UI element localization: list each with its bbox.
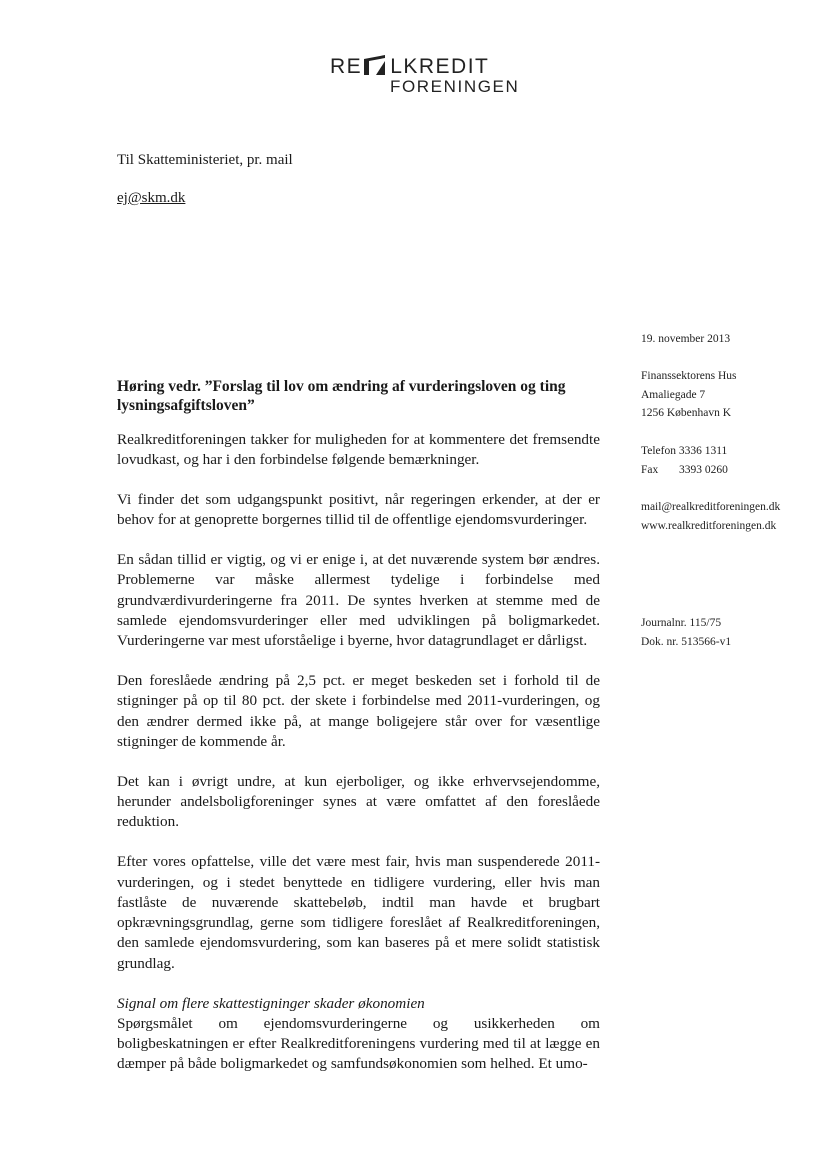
recipient-line: Til Skatteministeriet, pr. mail: [117, 152, 293, 168]
body-paragraph: Den foreslåede ændring på 2,5 pct. er meget beskeden set i forhold til de stigninger på op til 80 pct. der skete i forbindelse med 2011-vurderingen, og den ændrer dermed ikke på, at mange boligejere står over for væsentlige stigninger de kommende år.: [117, 672, 600, 751]
fax-line: Fax 3393 0260: [641, 463, 728, 476]
body-paragraph: Vi finder det som udgangspunkt positivt, når regeringen erkender, at der er behov for at genoprette borgernes tillid til de offentlige ejendomsvurderinger.: [117, 491, 600, 529]
body-paragraph: Det kan i øvrigt undre, at kun ejerboliger, og ikke erhvervsejendomme, herunder andelsboligforeninger synes at være omfattet af den foreslåede reduktion.: [117, 772, 600, 831]
address-line: Amaliegade 7: [641, 388, 706, 401]
document-number: Dok. nr. 513566-v1: [641, 635, 732, 648]
realkreditforeningen-logo: [330, 55, 530, 105]
logo-text-part1: RE: [330, 55, 363, 78]
logo-text-line2: FORENINGEN: [390, 77, 520, 96]
sender-contact-numbers: [641, 442, 811, 479]
phone-line: Telefon 3336 1311: [641, 445, 728, 457]
letter-body: [117, 430, 600, 1075]
journal-number: Journalnr. 115/75: [641, 617, 722, 629]
address-line: 1256 København K: [641, 407, 732, 419]
body-paragraph: Spørgsmålet om ejendomsvurderingerne og usikkerheden om boligbeskatningen er efter Realkreditforeningens vurdering med til at lægge en dæmper på både boligmarkedet og samfundsøkonomien som helhed. Et umo-: [117, 1014, 600, 1073]
recipient-email-link[interactable]: ej@skm.dk: [117, 190, 186, 206]
letter-date: 19. november 2013: [641, 333, 731, 345]
sender-email[interactable]: mail@realkreditforeningen.dk: [641, 501, 781, 513]
sender-website[interactable]: www.realkreditforeningen.dk: [641, 519, 777, 532]
fax-number: 3393 0260: [679, 463, 728, 476]
sender-address: [641, 367, 811, 423]
logo-text-part2: LKREDIT: [390, 55, 490, 78]
logo-mark-icon: [363, 55, 389, 75]
phone-number: 3336 1311: [678, 445, 728, 457]
sender-online-contacts: [641, 498, 811, 535]
section-subheading: Signal om flere skattestigninger skader økonomien: [117, 994, 425, 1012]
document-references: [641, 614, 811, 651]
letter-heading: Høring vedr. ”Forslag til lov om ændring af vurderingsloven og ting lysningsafgiftsloven”: [117, 378, 566, 414]
address-line: Finanssektorens Hus: [641, 370, 737, 382]
body-paragraph: En sådan tillid er vigtig, og vi er enige i, at det nuværende system bør ændres. Problemerne var måske allermest tydelige i forbindelse med grundværdivurderingerne fra 2011. De syntes hverken at stemme med de samlede ejendomsvurderinger eller med udviklingen på boligmarkedet. Vurderingerne var mest uforståelige i byerne, hvor datagrundlaget er dårligst.: [117, 551, 600, 650]
body-paragraph: Efter vores opfattelse, ville det være mest fair, hvis man suspenderede 2011-vurderingen, og i stedet benyttede en tidligere vurdering, eller hvis man fastlåste de nuværende skattebeløb, indtil man havde et brugbart opkrævningsgrundlag, gerne som tidligere foreslået af Realkreditforeningen, den samlede ejendomsvurdering, som kan baseres på et mere solidt statistisk grundlag.: [117, 853, 600, 972]
body-paragraph: Realkreditforeningen takker for muligheden for at kommentere det fremsendte lovudkast, og har i den forbindelse følgende bemærkninger.: [117, 431, 600, 469]
